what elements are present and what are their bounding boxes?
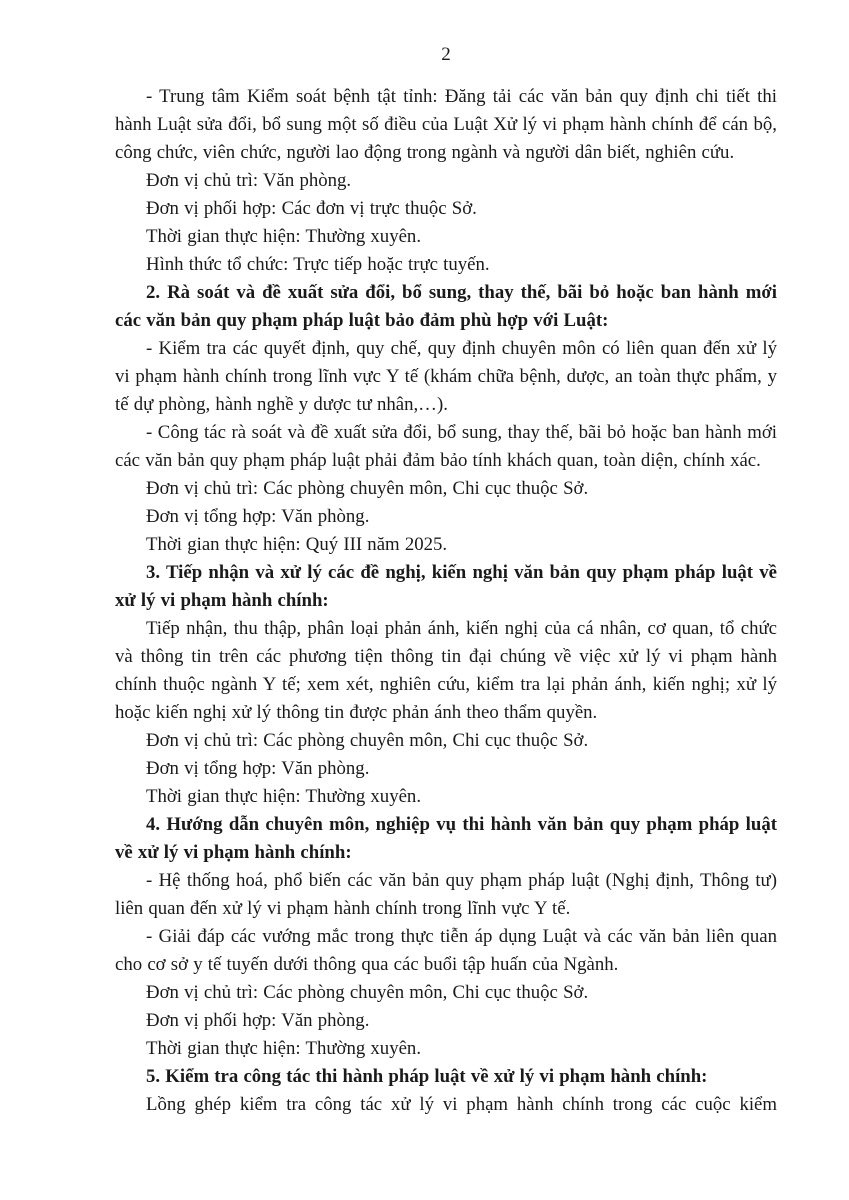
label-thoi-gian-thuc-hien: Thời gian thực hiện: Thường xuyên. [146,1038,422,1059]
label-don-vi-chu-tri: Đơn vị chủ trì: Các phòng chuyên môn, Chi cục thuộc Sở. [146,478,589,499]
label-thoi-gian-thuc-hien: Thời gian thực hiện: Quý III năm 2025. [146,534,448,555]
label-don-vi-tong-hop: Đơn vị tổng hợp: Văn phòng. [146,506,370,527]
label-hinh-thuc-to-chuc: Hình thức tổ chức: Trực tiếp hoặc trực tuyến. [146,254,490,275]
paragraph-he-thong-hoa: - Hệ thống hoá, phổ biến các văn bản quy phạm pháp luật (Nghị định, Thông tư) liên quan đến xử lý vi phạm hành chính trong lĩnh vực Y tế. [115,870,777,919]
heading-section-5: 5. Kiểm tra công tác thi hành pháp luật về xử lý vi phạm hành chính: [146,1066,708,1087]
label-don-vi-chu-tri: Đơn vị chủ trì: Các phòng chuyên môn, Chi cục thuộc Sở. [146,982,589,1003]
label-don-vi-phoi-hop: Đơn vị phối hợp: Văn phòng. [146,1010,370,1031]
paragraph-cong-tac-ra-soat: - Công tác rà soát và đề xuất sửa đổi, bổ sung, thay thế, bãi bỏ hoặc ban hành mới các văn bản quy phạm pháp luật phải đảm bảo tính khách quan, toàn diện, chính xác. [115,422,777,471]
page-number: 2 [441,44,451,65]
paragraph-giai-dap-vuong-mac: - Giải đáp các vướng mắc trong thực tiễn áp dụng Luật và các văn bản liên quan cho cơ sở y tế tuyến dưới thông qua các buổi tập huấn của Ngành. [115,926,777,975]
paragraph-long-ghep-kiem-tra: Lồng ghép kiểm tra công tác xử lý vi phạm hành chính trong các cuộc kiểm [146,1094,777,1115]
label-don-vi-tong-hop: Đơn vị tổng hợp: Văn phòng. [146,758,370,779]
label-don-vi-phoi-hop: Đơn vị phối hợp: Các đơn vị trực thuộc Sở. [146,198,477,219]
paragraph-kiem-tra-quyet-dinh: - Kiểm tra các quyết định, quy chế, quy định chuyên môn có liên quan đến xử lý vi phạm hành chính trong lĩnh vực Y tế (khám chữa bệnh, dược, an toàn thực phẩm, y tế dự phòng, hành nghề y dược tư nhân,…). [115,338,777,415]
label-don-vi-chu-tri: Đơn vị chủ trì: Văn phòng. [146,170,352,191]
label-thoi-gian-thuc-hien: Thời gian thực hiện: Thường xuyên. [146,226,422,247]
paragraph-cdc-task: - Trung tâm Kiểm soát bệnh tật tỉnh: Đăng tải các văn bản quy định chi tiết thi hành Luật sửa đổi, bổ sung một số điều của Luật Xử lý vi phạm hành chính để cán bộ, công chức, viên chức, người lao động trong ngành và người dân biết, nghiên cứu. [115,86,777,163]
label-don-vi-chu-tri: Đơn vị chủ trì: Các phòng chuyên môn, Chi cục thuộc Sở. [146,730,589,751]
heading-section-2: 2. Rà soát và đề xuất sửa đổi, bổ sung, thay thế, bãi bỏ hoặc ban hành mới các văn bản quy phạm pháp luật bảo đảm phù hợp với Luật: [115,282,777,331]
heading-section-3: 3. Tiếp nhận và xử lý các đề nghị, kiến nghị văn bản quy phạm pháp luật về xử lý vi phạm hành chính: [115,562,777,611]
paragraph-tiep-nhan-phan-anh: Tiếp nhận, thu thập, phân loại phản ánh, kiến nghị của cá nhân, cơ quan, tổ chức và thông tin trên các phương tiện thông tin đại chúng về việc xử lý vi phạm hành chính thuộc ngành Y tế; xem xét, nghiên cứu, kiểm tra lại phản ánh, kiến nghị; xử lý hoặc kiến nghị xử lý thông tin được phản ánh theo thẩm quyền. [115,618,777,723]
label-thoi-gian-thuc-hien: Thời gian thực hiện: Thường xuyên. [146,786,422,807]
heading-section-4: 4. Hướng dẫn chuyên môn, nghiệp vụ thi hành văn bản quy phạm pháp luật về xử lý vi phạm hành chính: [115,814,777,863]
